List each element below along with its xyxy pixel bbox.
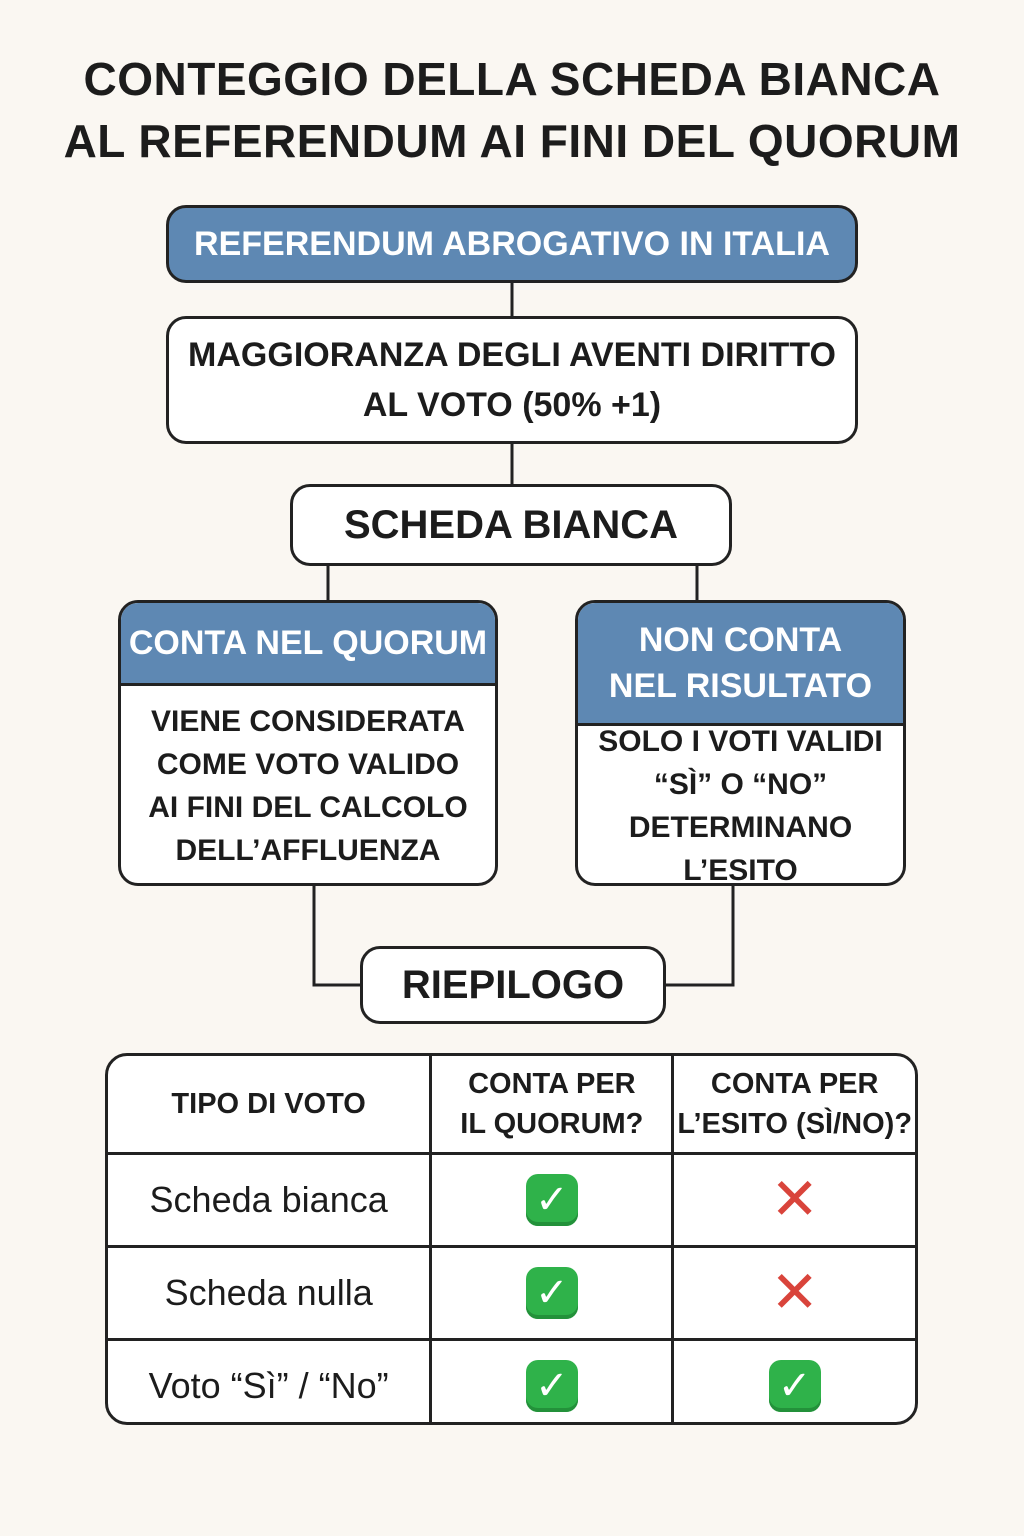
check-icon: ✓ xyxy=(526,1267,578,1319)
left-body-line: DELL’AFFLUENZA xyxy=(175,834,441,867)
header-outcome-line-2: L’ESITO (SÌ/NO)? xyxy=(677,1108,913,1140)
right-title-line-2: NEL RISULTATO xyxy=(608,667,873,705)
right-body-line: SOLO I VOTI VALIDI xyxy=(598,725,883,758)
outcome-cell xyxy=(673,1154,915,1247)
not-counted-result-body xyxy=(578,726,903,886)
connector-left-summary xyxy=(314,886,360,985)
row-label: Voto “Sì” / “No” xyxy=(108,1340,431,1426)
outcome-cell xyxy=(673,1247,915,1340)
not-counted-result-title xyxy=(578,603,903,726)
header-outcome xyxy=(673,1056,915,1154)
majority-line-2: AL VOTO (50% +1) xyxy=(362,386,662,424)
title-line-2: AL REFERENDUM AI FINI DEL QUORUM xyxy=(63,115,961,167)
counts-in-quorum-card xyxy=(118,600,498,886)
cross-icon: ✕ xyxy=(770,1167,819,1232)
header-quorum-line-1: CONTA PER xyxy=(468,1068,636,1100)
left-body-line: AI FINI DEL CALCOLO xyxy=(148,791,468,824)
counts-in-quorum-title: CONTA NEL QUORUM xyxy=(121,603,495,686)
counts-in-quorum-body xyxy=(121,686,495,886)
table-header-row xyxy=(108,1056,915,1154)
check-icon: ✓ xyxy=(526,1360,578,1412)
left-body-line: VIENE CONSIDERATA xyxy=(151,705,465,738)
check-icon: ✓ xyxy=(526,1174,578,1226)
not-counted-result-card xyxy=(575,600,906,886)
majority-line-1: MAGGIORANZA DEGLI AVENTI DIRITTO xyxy=(188,336,836,374)
table-row xyxy=(108,1247,915,1340)
cross-icon: ✕ xyxy=(770,1260,819,1325)
right-body-line: “SÌ” O “NO” xyxy=(653,768,828,801)
quorum-cell xyxy=(431,1247,673,1340)
header-outcome-line-1: CONTA PER xyxy=(710,1068,879,1100)
right-body-line: DETERMINANO L’ESITO xyxy=(628,811,853,886)
row-label: Scheda bianca xyxy=(108,1154,431,1247)
quorum-cell xyxy=(431,1340,673,1426)
row-label: Scheda nulla xyxy=(108,1247,431,1340)
left-body-line: COME VOTO VALIDO xyxy=(156,748,460,781)
quorum-cell xyxy=(431,1154,673,1247)
summary-box: RIEPILOGO xyxy=(360,946,666,1024)
right-title-line-1: NON CONTA xyxy=(638,621,843,659)
majority-box xyxy=(166,316,858,444)
summary-table xyxy=(105,1053,918,1425)
connector-right-summary xyxy=(666,886,733,985)
header-quorum-line-2: IL QUORUM? xyxy=(460,1108,644,1140)
header-vote-type: TIPO DI VOTO xyxy=(108,1056,431,1154)
table-row xyxy=(108,1340,915,1426)
outcome-cell xyxy=(673,1340,915,1426)
title-line-1: CONTEGGIO DELLA SCHEDA BIANCA xyxy=(83,53,941,105)
header-quorum xyxy=(431,1056,673,1154)
check-icon: ✓ xyxy=(769,1360,821,1412)
referendum-box: REFERENDUM ABROGATIVO IN ITALIA xyxy=(166,205,858,283)
table-row xyxy=(108,1154,915,1247)
scheda-bianca-box: SCHEDA BIANCA xyxy=(290,484,732,566)
